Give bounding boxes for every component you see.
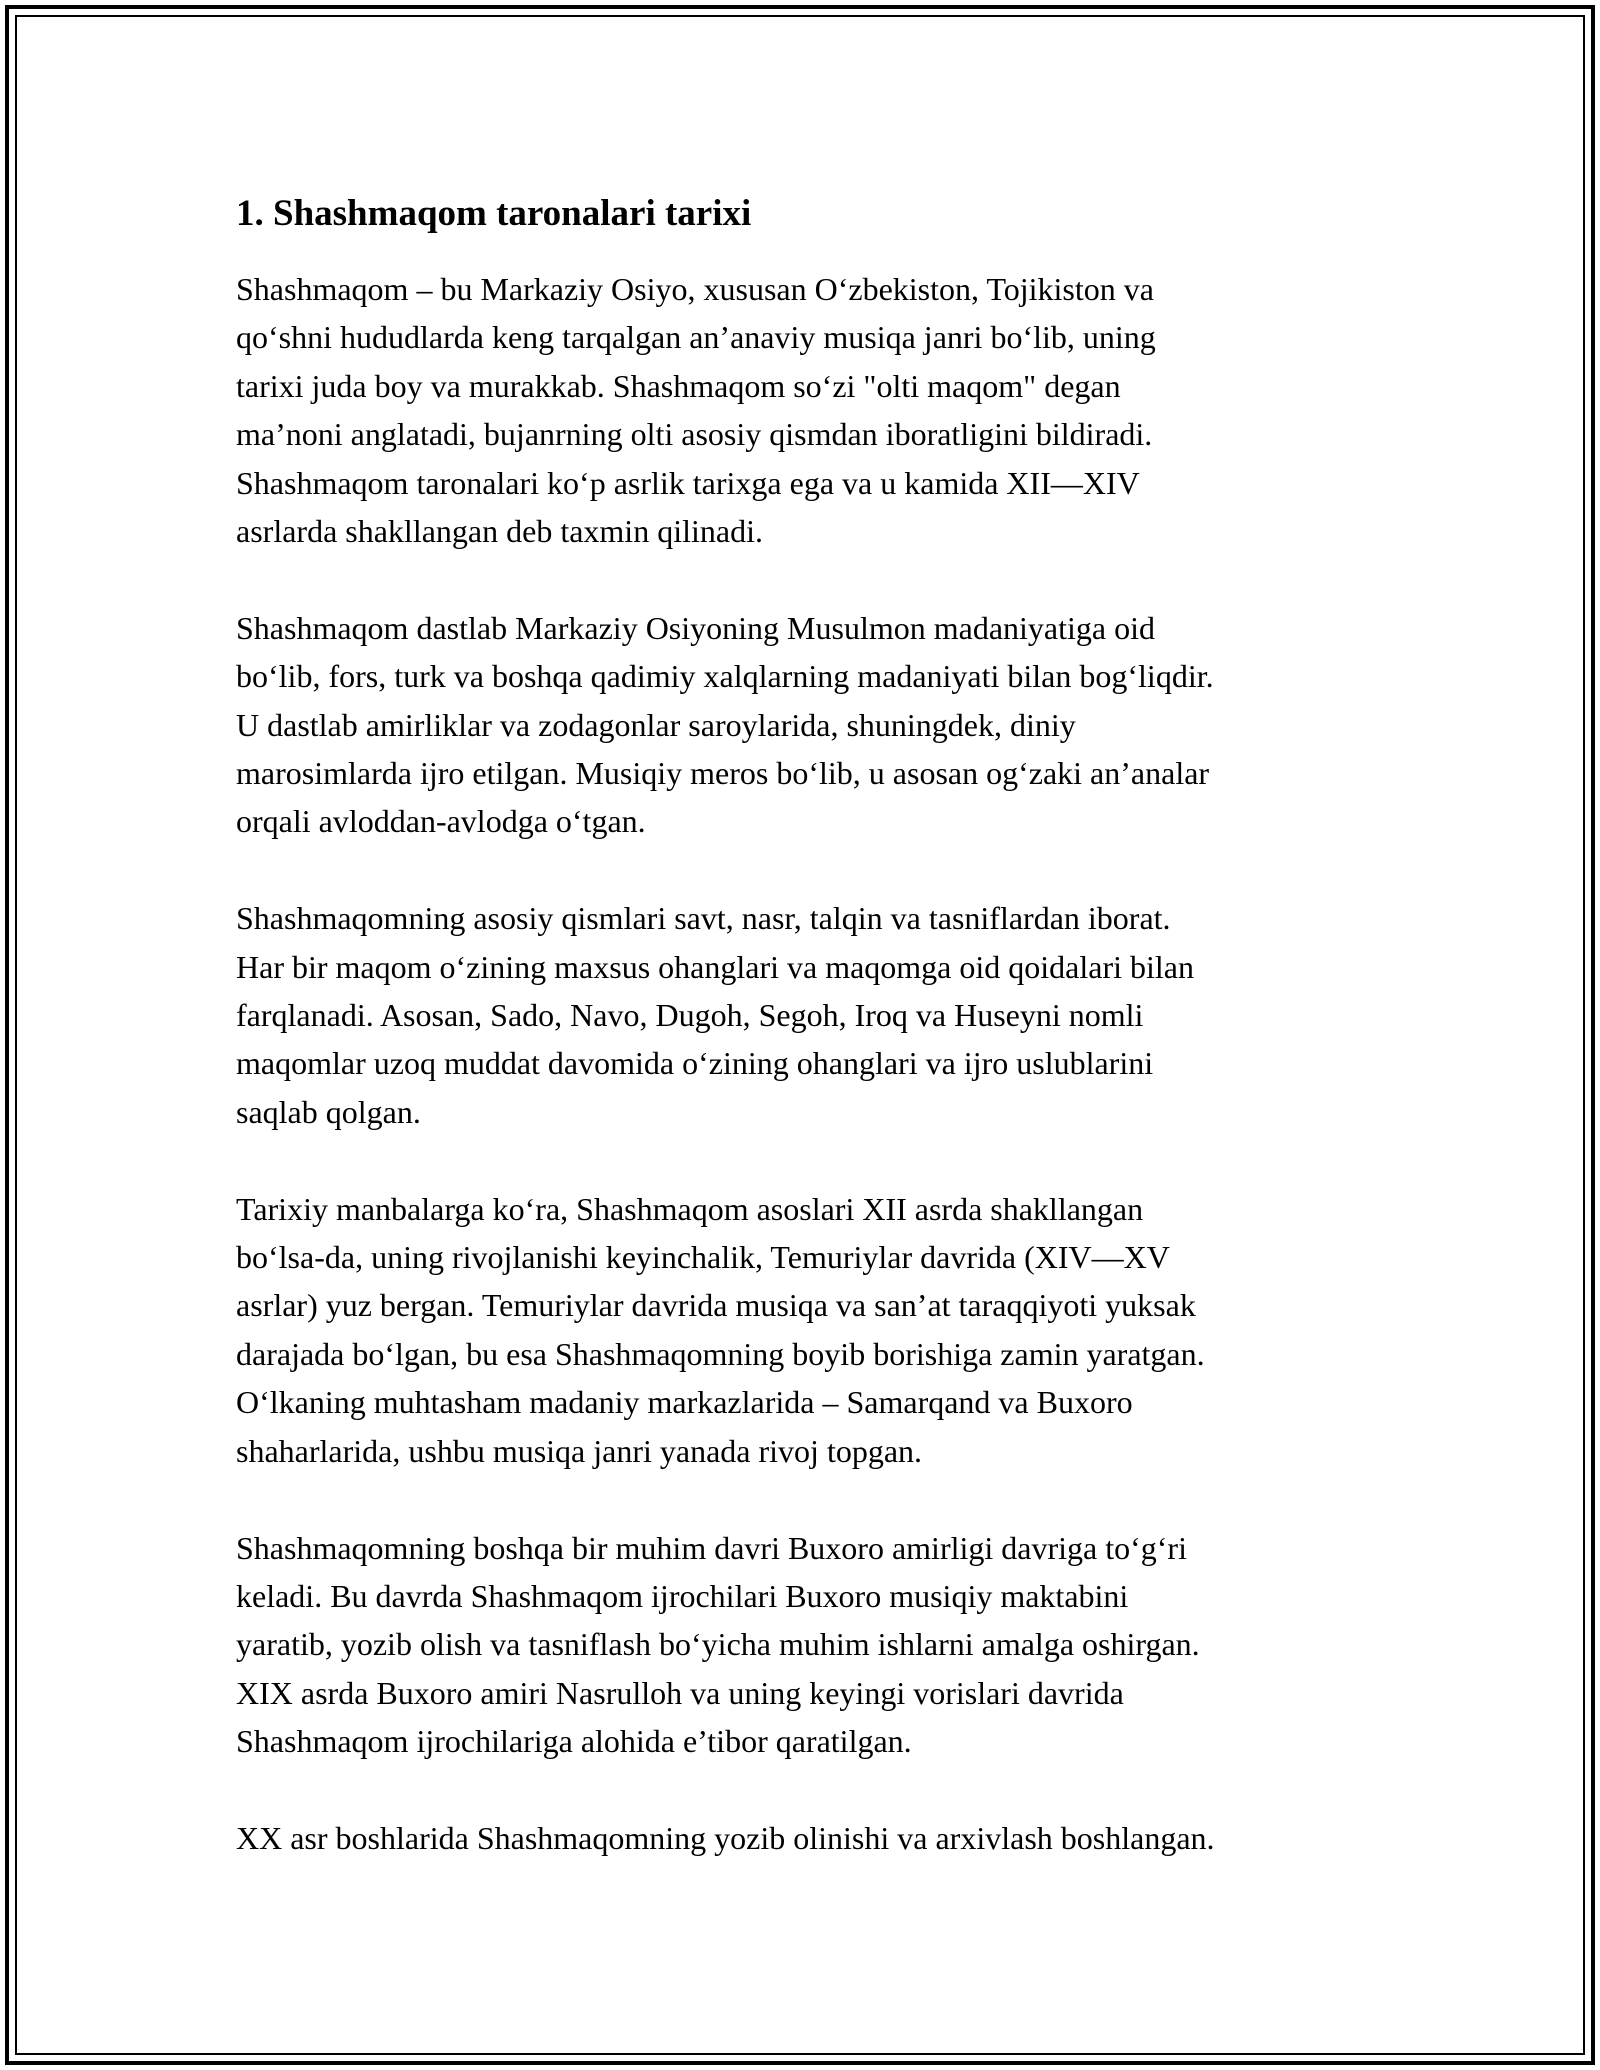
paragraph-line: darajada bo‘lgan, bu esa Shashmaqomning boyib borishiga zamin yaratgan. (236, 1335, 1205, 1372)
paragraph-line: Shashmaqomning boshqa bir muhim davri Buxoro amirligi davriga to‘g‘ri (236, 1529, 1187, 1566)
paragraph-line: saqlab qolgan. (236, 1093, 421, 1130)
paragraph-line: Shashmaqom – bu Markaziy Osiyo, xususan O‘zbekiston, Tojikiston va (236, 271, 1154, 307)
paragraph-line: Tarixiy manbalarga ko‘ra, Shashmaqom asoslari XII asrda shakllangan (236, 1190, 1144, 1227)
paragraph-line: tarixi juda boy va murakkab. Shashmaqom so‘zi "olti maqom" degan (236, 367, 1121, 404)
paragraph-line: Shashmaqom taronalari ko‘p asrlik tarixga ega va u kamida XII—XIV (236, 464, 1140, 501)
paragraph-line: asrlarda shakllangan deb taxmin qilinadi. (236, 513, 763, 550)
paragraph-line: bo‘lib, fors, turk va boshqa qadimiy xalqlarning madaniyati bilan bog‘liqdir. (236, 658, 1214, 695)
paragraph-line: Shashmaqomning asosiy qismlari savt, nasr, talqin va tasniflardan iborat. (236, 900, 1171, 937)
paragraph-3 (236, 894, 1396, 1136)
paragraph-line: maqomlar uzoq muddat davomida o‘zining ohanglari va ijro uslublarini (236, 1045, 1154, 1082)
paragraph-line: marosimlarda ijro etilgan. Musiqiy meros bo‘lib, u asosan og‘zaki an’analar (236, 755, 1210, 792)
paragraph-line: U dastlab amirliklar va zodagonlar saroylarida, shuningdek, diniy (236, 706, 1076, 743)
paragraph-line: keladi. Bu davrda Shashmaqom ijrochilari Buxoro musiqiy maktabini (236, 1577, 1129, 1614)
paragraph-line: Shashmaqom dastlab Markaziy Osiyoning Musulmon madaniyatiga oid (236, 609, 1155, 646)
paragraph-line: O‘lkaning muhtasham madaniy markazlarida – Samarqand va Buxoro (236, 1384, 1133, 1421)
paragraph-line: bo‘lsa-da, uning rivojlanishi keyinchalik, Temuriylar davrida (XIV—XV (236, 1239, 1170, 1276)
paragraph-line: yaratib, yozib olish va tasniflash bo‘yicha muhim ishlarni amalga oshirgan. (236, 1626, 1200, 1663)
document-body (236, 188, 1396, 1911)
paragraph-line: farqlanadi. Asosan, Sado, Navo, Dugoh, Segoh, Iroq va Huseyni nomli (236, 997, 1144, 1034)
paragraph-1 (236, 265, 1396, 555)
paragraph-5 (236, 1524, 1396, 1766)
paragraph-4 (236, 1185, 1396, 1475)
paragraph-2 (236, 604, 1396, 846)
paragraph-line: qo‘shni hududlarda keng tarqalgan an’anaviy musiqa janri bo‘lib, uning (236, 319, 1156, 356)
paragraph-6 (236, 1814, 1396, 1862)
paragraph-line: XIX asrda Buxoro amiri Nasrulloh va uning keyingi vorislari davrida (236, 1674, 1124, 1711)
section-heading: 1. Shashmaqom taronalari tarixi (236, 193, 752, 234)
paragraph-line: asrlar) yuz bergan. Temuriylar davrida musiqa va san’at taraqqiyoti yuksak (236, 1287, 1196, 1324)
paragraph-line: Har bir maqom o‘zining maxsus ohanglari va maqomga oid qoidalari bilan (236, 948, 1194, 985)
paragraph-line: ma’noni anglatadi, bujanrning olti asosiy qismdan iboratligini bildiradi. (236, 416, 1153, 453)
paragraph-line: shaharlarida, ushbu musiqa janri yanada rivoj topgan. (236, 1432, 923, 1469)
paragraph-line: orqali avloddan-avlodga o‘tgan. (236, 803, 646, 840)
paragraph-line: Shashmaqom ijrochilariga alohida e’tibor qaratilgan. (236, 1723, 912, 1760)
paragraph-line: XX asr boshlarida Shashmaqomning yozib olinishi va arxivlash boshlangan. (236, 1819, 1215, 1856)
